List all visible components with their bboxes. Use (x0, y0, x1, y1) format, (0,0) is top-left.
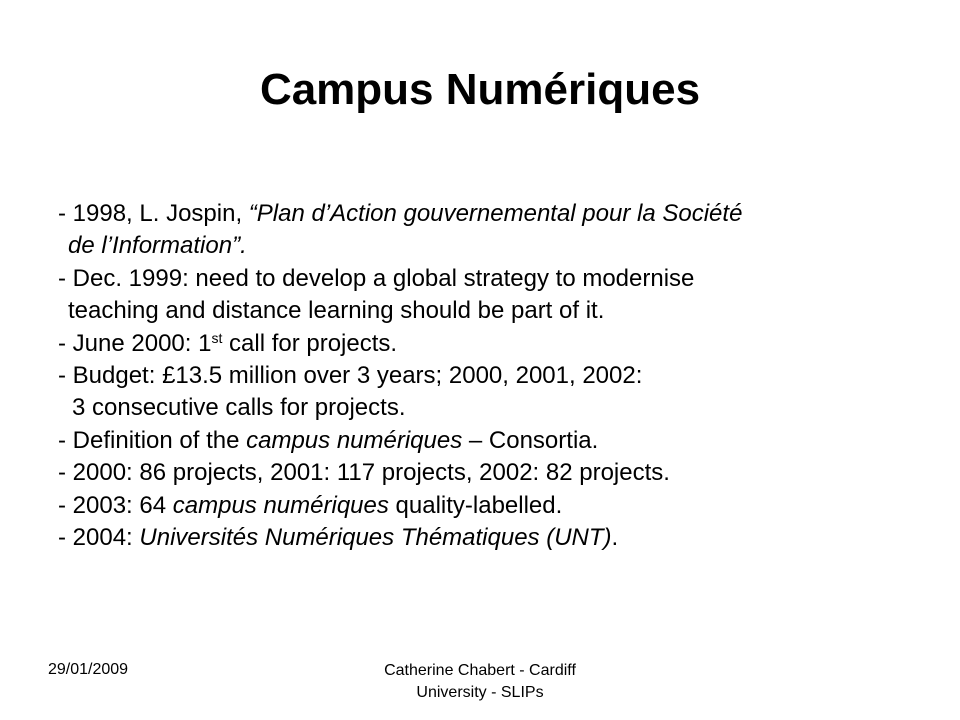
bullet-text: - 2003: 64 (58, 491, 173, 519)
bullet-text: - June 2000: 1 (58, 329, 212, 357)
bullet-text: call for projects. (222, 329, 398, 357)
bullet-text: – Consortia. (462, 426, 599, 454)
bullet-text-italic: campus numériques (172, 491, 389, 519)
bullet-text: quality-labelled. (388, 491, 563, 519)
bullet-text: - 1998, L. Jospin, (58, 200, 249, 227)
footer-date: 29/01/2009 (48, 661, 129, 678)
bullet-jospin (58, 198, 918, 230)
bullet-text-italic: de l’Information”. (68, 232, 247, 260)
bullet-text-italic: campus numériques (246, 426, 463, 454)
bullet-jospin-continued (58, 230, 918, 262)
bullet-definition (58, 425, 918, 457)
footer-author-line: University - SLIPs (416, 684, 544, 701)
bullet-text: - Definition of the (58, 426, 247, 454)
bullet-projects-count (58, 457, 918, 489)
bullet-june-2000 (58, 328, 918, 360)
footer-author-line: Catherine Chabert - Cardiff (384, 662, 576, 679)
ordinal-superscript: st (211, 329, 223, 346)
bullet-text: . (611, 524, 619, 552)
bullet-text: teaching and distance learning should be part of it. (68, 297, 605, 325)
bullet-budget-continued (58, 392, 918, 424)
bullet-text: - Budget: £13.5 million over 3 years; 2000, 2001, 2002: (58, 362, 643, 390)
bullet-text: - Dec. 1999: need to develop a global strategy to modernise (58, 264, 695, 292)
footer-author (330, 660, 630, 704)
bullet-text-italic: “Plan d’Action gouvernemental pour la Société (248, 200, 743, 227)
bullet-text-italic: Universités Numériques Thématiques (UNT) (139, 524, 612, 552)
bullet-2003 (58, 490, 918, 522)
bullet-list (58, 198, 918, 554)
bullet-text: - 2000: 86 projects, 2001: 117 projects, 2002: 82 projects. (58, 459, 670, 487)
slide-title: Campus Numériques (259, 65, 701, 114)
bullet-text: - 2004: (58, 524, 140, 552)
bullet-dec-1999-continued (58, 295, 918, 327)
bullet-budget (58, 360, 918, 392)
bullet-dec-1999 (58, 263, 918, 295)
bullet-text: 3 consecutive calls for projects. (72, 394, 406, 422)
bullet-2004 (58, 522, 918, 554)
